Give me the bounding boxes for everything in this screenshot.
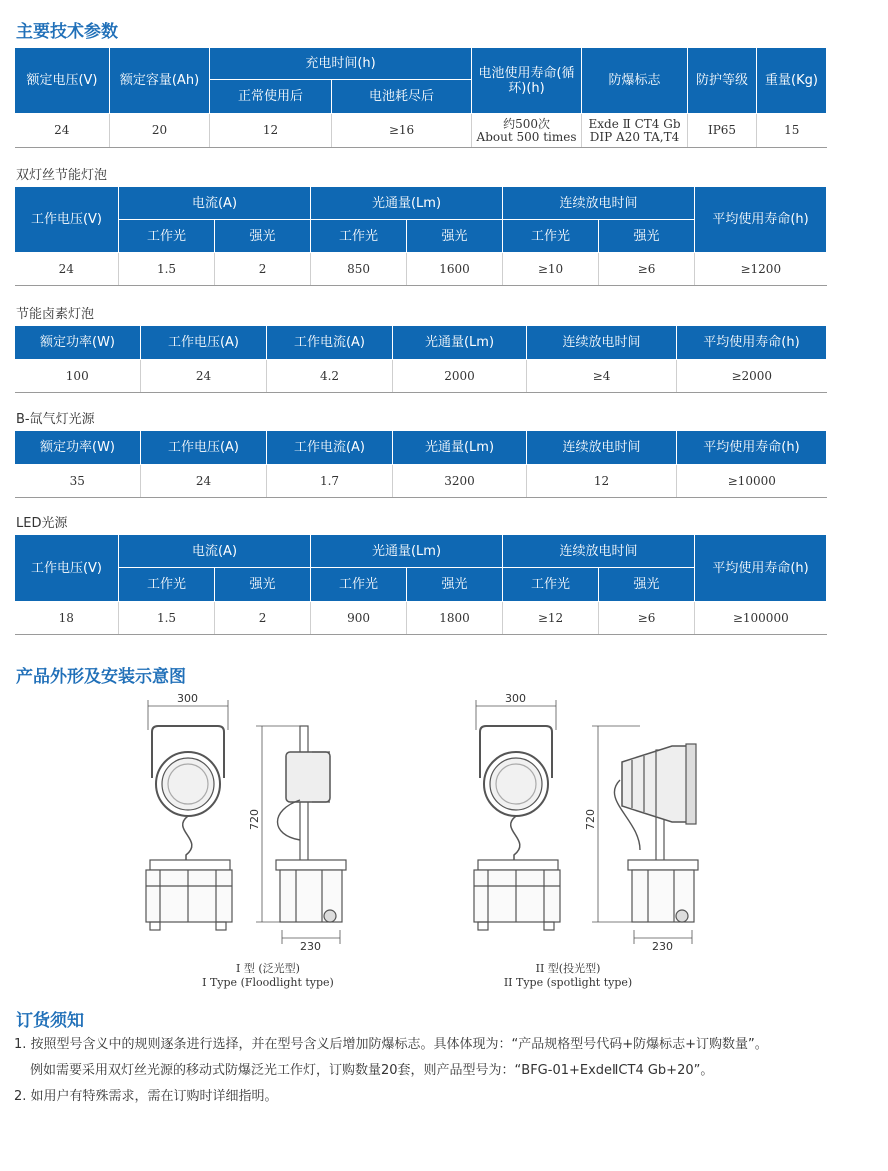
- table-cell: [582, 114, 688, 148]
- table-cell: ≥12: [503, 602, 599, 635]
- type1-side-view: [256, 726, 346, 944]
- type1-front-view: [146, 700, 232, 930]
- header-weight: 重量(Kg): [757, 48, 827, 114]
- battery-spec-table: [14, 47, 827, 148]
- header-avg-life: 平均使用寿命(h): [677, 326, 827, 360]
- subheader-strong-light: 强光: [407, 568, 503, 602]
- order-note-example: 例如需要采用双灯丝光源的移动式防爆泛光工作灯，订购数量20套，则产品型号为：“BFG-01+ExdeⅡCT4 Gb+20”。: [30, 1063, 714, 1078]
- type2-front-view: [474, 700, 560, 930]
- table-cell: ≥10: [503, 253, 599, 286]
- table-cell: 900: [311, 602, 407, 635]
- table-cell: ≥6: [599, 602, 695, 635]
- header-luminous-flux: 光通量(Lm): [311, 535, 503, 568]
- ex-mark-line2: DIP A20 TA,T4: [589, 129, 680, 144]
- type1-caption-en: I Type (Floodlight type): [202, 976, 334, 989]
- table-cell: ≥4: [527, 360, 677, 393]
- header-discharge-time: 连续放电时间: [527, 326, 677, 360]
- header-luminous-flux: 光通量(Lm): [393, 431, 527, 465]
- type2-caption-cn: II 型(投光型): [535, 962, 601, 975]
- subheader-work-light: 工作光: [311, 220, 407, 253]
- battery-life-cn: 约500次: [503, 116, 550, 131]
- subheader-work-light: 工作光: [503, 568, 599, 602]
- table-cell: ≥1200: [695, 253, 827, 286]
- table-cell: 24: [15, 253, 119, 286]
- header-ex-mark: 防爆标志: [582, 48, 688, 114]
- subheader-work-light: 工作光: [311, 568, 407, 602]
- installation-drawing: [0, 690, 888, 1010]
- table-cell: 2: [215, 602, 311, 635]
- type1-base-dim: 230: [300, 940, 321, 953]
- subheader-work-light: 工作光: [119, 220, 215, 253]
- table-cell: ≥10000: [677, 465, 827, 498]
- table-cell: 850: [311, 253, 407, 286]
- type2-side-view: [592, 726, 698, 944]
- table-cell: 15: [757, 114, 827, 148]
- table-cell: 100: [15, 360, 141, 393]
- header-work-voltage: 工作电压(V): [15, 535, 119, 602]
- header-avg-life: 平均使用寿命(h): [695, 187, 827, 253]
- header-work-voltage: 工作电压(A): [141, 326, 267, 360]
- type2-caption-en: II Type (spotlight type): [503, 976, 633, 989]
- table-cell: 4.2: [267, 360, 393, 393]
- dual-filament-table: [14, 186, 827, 286]
- type1-caption: [168, 962, 368, 990]
- led-title: LED光源: [16, 516, 68, 531]
- header-discharge-time: 连续放电时间: [527, 431, 677, 465]
- type2-height-dim: 720: [584, 809, 597, 830]
- subheader-work-light: 工作光: [119, 568, 215, 602]
- table-cell: 18: [15, 602, 119, 635]
- dual-filament-title: 双灯丝节能灯泡: [16, 168, 108, 183]
- table-cell: 2: [215, 253, 311, 286]
- table-cell: ≥6: [599, 253, 695, 286]
- header-work-current: 工作电流(A): [267, 326, 393, 360]
- header-avg-life: 平均使用寿命(h): [695, 535, 827, 602]
- table-cell: ≥16: [332, 114, 472, 148]
- order-note-1: 1. 按照型号含义中的规则逐条进行选择，并在型号含义后增加防爆标志。具体体现为：“产品规格型号代码+防爆标志+订购数量”。: [14, 1037, 768, 1052]
- table-cell: 24: [141, 360, 267, 393]
- table-cell: 24: [141, 465, 267, 498]
- header-charge-time: 充电时间(h): [210, 48, 472, 80]
- subheader-depleted: 电池耗尽后: [332, 80, 472, 114]
- header-rated-power: 额定功率(W): [15, 431, 141, 465]
- type1-width-dim: 300: [177, 692, 198, 705]
- led-table: [14, 534, 827, 635]
- header-current: 电流(A): [119, 535, 311, 568]
- header-current: 电流(A): [119, 187, 311, 220]
- type1-height-dim: 720: [248, 809, 261, 830]
- header-rated-voltage: 额定电压(V): [15, 48, 110, 114]
- subheader-strong-light: 强光: [215, 220, 311, 253]
- subheader-strong-light: 强光: [215, 568, 311, 602]
- header-work-voltage: 工作电压(V): [15, 187, 119, 253]
- header-rated-power: 额定功率(W): [15, 326, 141, 360]
- halogen-table: [14, 325, 827, 393]
- table-cell: 1800: [407, 602, 503, 635]
- subheader-strong-light: 强光: [599, 568, 695, 602]
- table-cell: 20: [110, 114, 210, 148]
- xenon-title: B-氙气灯光源: [16, 412, 95, 427]
- type1-caption-cn: I 型 (泛光型): [236, 962, 300, 975]
- table-cell: 1.5: [119, 253, 215, 286]
- table-cell: 1600: [407, 253, 503, 286]
- subheader-strong-light: 强光: [599, 220, 695, 253]
- table-cell: 24: [15, 114, 110, 148]
- type2-caption: [468, 962, 668, 990]
- header-rated-capacity: 额定容量(Ah): [110, 48, 210, 114]
- type2-width-dim: 300: [505, 692, 526, 705]
- xenon-table: [14, 430, 827, 498]
- table-cell: 3200: [393, 465, 527, 498]
- header-discharge-time: 连续放电时间: [503, 187, 695, 220]
- ex-mark-line1: Exde Ⅱ CT4 Gb: [588, 116, 681, 131]
- header-discharge-time: 连续放电时间: [503, 535, 695, 568]
- subheader-normal-use: 正常使用后: [210, 80, 332, 114]
- table-cell: IP65: [688, 114, 757, 148]
- table-cell: 12: [210, 114, 332, 148]
- header-battery-life: 电池使用寿命(循环)(h): [472, 48, 582, 114]
- header-protection-class: 防护等级: [688, 48, 757, 114]
- type2-base-dim: 230: [652, 940, 673, 953]
- header-work-current: 工作电流(A): [267, 431, 393, 465]
- table-cell: 2000: [393, 360, 527, 393]
- order-title: 订货须知: [16, 1011, 84, 1031]
- battery-life-en: About 500 times: [476, 129, 577, 144]
- table-cell: 35: [15, 465, 141, 498]
- drawing-title: 产品外形及安装示意图: [16, 667, 186, 687]
- header-avg-life: 平均使用寿命(h): [677, 431, 827, 465]
- table-cell: ≥2000: [677, 360, 827, 393]
- header-luminous-flux: 光通量(Lm): [393, 326, 527, 360]
- header-luminous-flux: 光通量(Lm): [311, 187, 503, 220]
- tech-params-title: 主要技术参数: [16, 22, 118, 42]
- subheader-work-light: 工作光: [503, 220, 599, 253]
- halogen-title: 节能卤素灯泡: [16, 307, 95, 322]
- table-cell: 1.5: [119, 602, 215, 635]
- table-cell: 1.7: [267, 465, 393, 498]
- table-cell: 12: [527, 465, 677, 498]
- order-note-2: 2. 如用户有特殊需求，需在订购时详细指明。: [14, 1089, 278, 1104]
- subheader-strong-light: 强光: [407, 220, 503, 253]
- header-work-voltage: 工作电压(A): [141, 431, 267, 465]
- table-cell: ≥100000: [695, 602, 827, 635]
- table-cell: [472, 114, 582, 148]
